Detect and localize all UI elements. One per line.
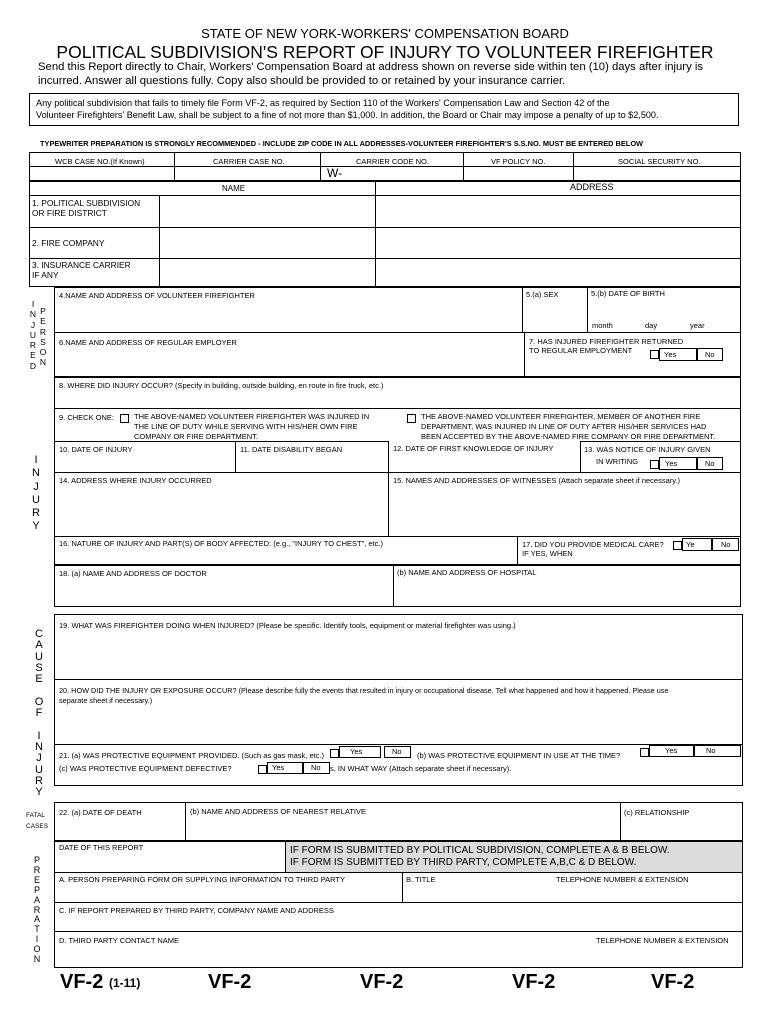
- q7-label: 7. HAS INJURED FIREFIGHTER RETURNED: [529, 337, 684, 346]
- wcb-case-field[interactable]: [30, 167, 173, 180]
- typewriter-note: TYPEWRITER PREPARATION IS STRONGLY RECOMMENDED - INCLUDE ZIP CODE IN ALL ADDRESSES-VOLUNTEER FIREFIGHTER'S S.S.NO. MUST BE ENTERED BELOW: [40, 139, 644, 148]
- q5a-label: 5.(a) SEX: [526, 290, 559, 299]
- date-of-birth-field[interactable]: [589, 300, 739, 320]
- carrier-code-prefix: W-: [327, 166, 343, 180]
- item1-label-line2: OR FIRE DISTRICT: [32, 208, 107, 218]
- footer-revision: (1-11): [109, 976, 141, 990]
- side-label-injured: I N J U R E D: [29, 299, 37, 371]
- fire-company-name-field[interactable]: [160, 228, 374, 257]
- q7-label-line2: TO REGULAR EMPLOYMENT: [529, 346, 633, 355]
- date-disability-began-field[interactable]: [237, 455, 387, 471]
- side-label-cases: CASES: [26, 823, 49, 830]
- q9-option2-checkbox[interactable]: [407, 414, 416, 423]
- q8-field[interactable]: [56, 391, 739, 407]
- third-party-company-label: C. IF REPORT PREPARED BY THIRD PARTY, COMPANY NAME AND ADDRESS: [59, 906, 334, 915]
- q17-yes-label: Ye: [686, 540, 695, 549]
- q13-label: 13. WAS NOTICE OF INJURY GIVEN: [584, 445, 711, 454]
- political-subdivision-name-field[interactable]: [160, 196, 374, 226]
- q21a-no-label: No: [392, 747, 402, 756]
- footer-form-id-2: VF-2: [208, 971, 252, 993]
- nature-of-injury-field[interactable]: [56, 549, 516, 564]
- address-column-header: ADDRESS: [570, 182, 614, 192]
- carrier-case-field[interactable]: [175, 167, 319, 180]
- q20-label: 20. HOW DID THE INJURY OR EXPOSURE OCCUR? (Please describe fully the events that resulted in injury or occupational disease. Tell what happened and how it happened. Please use: [59, 686, 669, 695]
- q9-option1-checkbox[interactable]: [120, 414, 129, 423]
- item1-label: 1. POLITICAL SUBDIVISION: [32, 198, 141, 208]
- regular-employer-field[interactable]: [56, 348, 522, 376]
- q9-option2-line2: DEPARTMENT, WAS INJURED IN LINE OF DUTY AFTER HIS/HER SERVICES HAD: [421, 422, 707, 431]
- q21c-no-label: No: [311, 763, 321, 772]
- side-label-fatal: FATAL: [26, 812, 45, 819]
- carrier-case-label: CARRIER CASE NO.: [213, 157, 285, 166]
- footer-form-id-1: VF-2: [60, 971, 104, 993]
- side-label-injury: I N J U R Y: [32, 454, 40, 533]
- penalty-line1: Any political subdivision that fails to timely file Form VF-2, as required by Section 110 of the Workers' Compensation Law and Section 42 of the: [36, 98, 610, 108]
- q19-label: 19. WHAT WAS FIREFIGHTER DOING WHEN INJURED? (Please be specific. Identify tools, equipment or material firefighter was using.): [59, 621, 516, 630]
- q21c-label: (c) WAS PROTECTIVE EQUIPMENT DEFECTIVE?: [59, 764, 232, 773]
- date-first-knowledge-field[interactable]: [390, 455, 579, 471]
- doctor-field[interactable]: [56, 580, 392, 606]
- witnesses-field[interactable]: [390, 487, 739, 535]
- vf-policy-field[interactable]: [464, 167, 572, 180]
- relationship-field[interactable]: [622, 819, 741, 840]
- side-label-preparation: P R E P A R A T I O N: [33, 855, 41, 965]
- penalty-line2: Volunteer Firefighters' Benefit Law, shall be subject to a fine of not more than $1,000. In addition, the Board or Chair may impose a penalty of up to $2,500.: [36, 110, 659, 120]
- q21b-yes-checkbox[interactable]: [640, 748, 649, 757]
- vf-policy-label: VF POLICY NO.: [491, 157, 546, 166]
- third-party-company-field[interactable]: [56, 916, 741, 930]
- q7-yes-checkbox[interactable]: [650, 350, 659, 359]
- footer-form-id-5: VF-2: [651, 971, 695, 993]
- q17-label-line2: IF YES, WHEN: [522, 549, 573, 558]
- item3-label-line2: IF ANY: [32, 270, 59, 280]
- q18a-label: 18. (a) NAME AND ADDRESS OF DOCTOR: [59, 569, 207, 578]
- q9-option1-line1: THE ABOVE-NAMED VOLUNTEER FIREFIGHTER WAS INJURED IN: [134, 412, 370, 421]
- date-of-report-label: DATE OF THIS REPORT: [59, 843, 144, 852]
- nearest-relative-field[interactable]: [187, 819, 619, 840]
- q17-yes-checkbox[interactable]: [673, 541, 682, 550]
- day-label: day: [645, 321, 658, 330]
- telephone-label: TELEPHONE NUMBER & EXTENSION: [556, 875, 689, 884]
- q13-label-line2: IN WRITING: [596, 457, 639, 466]
- side-label-person: P E R S O N: [39, 306, 47, 368]
- insurance-carrier-name-field[interactable]: [160, 259, 374, 286]
- preparer-field[interactable]: [56, 885, 401, 901]
- date-of-death-field[interactable]: [56, 819, 184, 840]
- q21a-label: 21. (a) WAS PROTECTIVE EQUIPMENT PROVIDED. (Such as gas mask, etc.): [59, 751, 325, 760]
- year-label: year: [690, 321, 705, 330]
- q13-no-label: No: [705, 459, 715, 468]
- q21b-no-checkbox[interactable]: [694, 745, 741, 757]
- wcb-case-label: WCB CASE NO.(If Known): [55, 157, 145, 166]
- q13-yes-checkbox[interactable]: [650, 460, 659, 469]
- q22c-label: (c) RELATIONSHIP: [624, 808, 690, 817]
- sex-field[interactable]: [524, 300, 586, 331]
- q20-label-line2: separate sheet if necessary.): [59, 696, 153, 705]
- name-column-header: NAME: [222, 184, 246, 193]
- q17-no-label: No: [721, 540, 731, 549]
- q7-no-label: No: [705, 350, 715, 359]
- q17-label: 17. DID YOU PROVIDE MEDICAL CARE?: [522, 540, 664, 549]
- ssn-field[interactable]: [574, 167, 740, 180]
- third-party-telephone-label: TELEPHONE NUMBER & EXTENSION: [596, 936, 729, 945]
- month-label: month: [592, 321, 613, 330]
- q9-option2-line1: THE ABOVE-NAMED VOLUNTEER FIREFIGHTER, MEMBER OF ANOTHER FIRE: [421, 412, 701, 421]
- q15-label: 15. NAMES AND ADDRESSES OF WITNESSES (Attach separate sheet if necessary.): [393, 476, 681, 485]
- item2-label: 2. FIRE COMPANY: [32, 238, 105, 248]
- q10-label: 10. DATE OF INJURY: [59, 445, 133, 454]
- q9-label: 9. CHECK ONE:: [59, 413, 115, 422]
- injury-address-field[interactable]: [56, 487, 387, 535]
- hospital-field[interactable]: [395, 580, 739, 606]
- q21a-yes-label: Yes: [350, 747, 363, 756]
- footer-form-id-4: VF-2: [512, 971, 556, 993]
- q8-label: 8. WHERE DID INJURY OCCUR? (Specify in building, outside building, en route in fire truck, etc.): [59, 381, 384, 390]
- footer-form-id-3: VF-2: [360, 971, 404, 993]
- item3-label: 3. INSURANCE CARRIER: [32, 260, 131, 270]
- q21b-yes-label: Yes: [665, 746, 678, 755]
- form-agency: STATE OF NEW YORK-WORKERS' COMPENSATION BOARD: [201, 26, 569, 41]
- q7-yes-label: Yes: [664, 350, 677, 359]
- q13-yes-label: Yes: [665, 459, 678, 468]
- form-title: POLITICAL SUBDIVISION'S REPORT OF INJURY TO VOLUNTEER FIREFIGHTER: [56, 42, 714, 62]
- instructions-line1: Send this Report directly to Chair, Workers' Compensation Board at address shown on reverse side within ten (10) days after injury is: [38, 61, 704, 73]
- preparer-label: A. PERSON PREPARING FORM OR SUPPLYING INFORMATION TO THIRD PARTY: [59, 875, 346, 884]
- q4-label: 4.NAME AND ADDRESS OF VOLUNTEER FIREFIGHTER: [59, 291, 255, 300]
- q20-field[interactable]: [56, 707, 741, 743]
- third-party-contact-label: D. THIRD PARTY CONTACT NAME: [59, 936, 180, 945]
- volunteer-name-address-field[interactable]: [56, 302, 520, 331]
- third-party-contact-field[interactable]: [56, 946, 741, 967]
- preparation-notice-line2: IF FORM IS SUBMITTED BY THIRD PARTY, COMPLETE A,B,C & D BELOW.: [290, 857, 637, 868]
- q22a-label: 22. (a) DATE OF DEATH: [59, 808, 142, 817]
- fire-company-address-field[interactable]: [376, 228, 740, 257]
- date-of-report-field[interactable]: [56, 853, 284, 871]
- carrier-code-label: CARRIER CODE NO.: [356, 157, 429, 166]
- ssn-label: SOCIAL SECURITY NO.: [618, 157, 701, 166]
- preparation-notice-line1: IF FORM IS SUBMITTED BY POLITICAL SUBDIVISION, COMPLETE A & B BELOW.: [290, 845, 670, 856]
- q21c-yes-label: Yes: [272, 763, 285, 772]
- side-label-cause-of-injury: C A U S E O F I N J U R Y: [34, 628, 44, 799]
- q18b-label: (b) NAME AND ADDRESS OF HOSPITAL: [397, 568, 537, 577]
- date-of-injury-field[interactable]: [56, 455, 234, 471]
- q16-label: 16. NATURE OF INJURY AND PART(S) OF BODY AFFECTED: (e.g., "INJURY TO CHEST", etc.): [59, 539, 384, 548]
- q21b-no-label: No: [706, 746, 716, 755]
- q11-label: 11. DATE DISABILITY BEGAN: [240, 445, 343, 454]
- title-label: B. TITLE: [406, 875, 436, 884]
- q9-option1-line3: COMPANY OR FIRE DEPARTMENT.: [134, 432, 259, 441]
- q22b-label: (b) NAME AND ADDRESS OF NEAREST RELATIVE: [190, 807, 367, 816]
- q19-field[interactable]: [56, 632, 741, 678]
- q12-label: 12. DATE OF FIRST KNOWLEDGE OF INJURY: [393, 444, 554, 453]
- q9-option1-line2: THE LINE OF DUTY WHILE SERVING WITH HIS/HER OWN FIRE: [134, 422, 358, 431]
- q21c-yes-checkbox[interactable]: [258, 765, 267, 774]
- q5b-label: 5.(b) DATE OF BIRTH: [591, 289, 665, 298]
- insurance-carrier-address-field[interactable]: [376, 259, 740, 286]
- q21c-tail-label: s, IN WHAT WAY (Attach separate sheet if necessary).: [330, 764, 512, 773]
- instructions-line2: incurred. Answer all questions fully. Copy also should be provided to or retained by your insurance carrier.: [38, 75, 566, 87]
- political-subdivision-address-field[interactable]: [376, 196, 740, 226]
- q21b-label: (b) WAS PROTECTIVE EQUIPMENT IN USE AT THE TIME?: [417, 751, 621, 760]
- title-field[interactable]: [404, 885, 741, 901]
- q14-label: 14. ADDRESS WHERE INJURY OCCURRED: [59, 476, 212, 485]
- q6-label: 6.NAME AND ADDRESS OF REGULAR EMPLOYER: [59, 338, 237, 347]
- q21a-yes-checkbox[interactable]: [330, 749, 339, 758]
- q9-option2-line3: BEEN ACCEPTED BY THE ABOVE-NAMED FIRE COMPANY OR FIRE DEPARTMENT.: [421, 432, 716, 441]
